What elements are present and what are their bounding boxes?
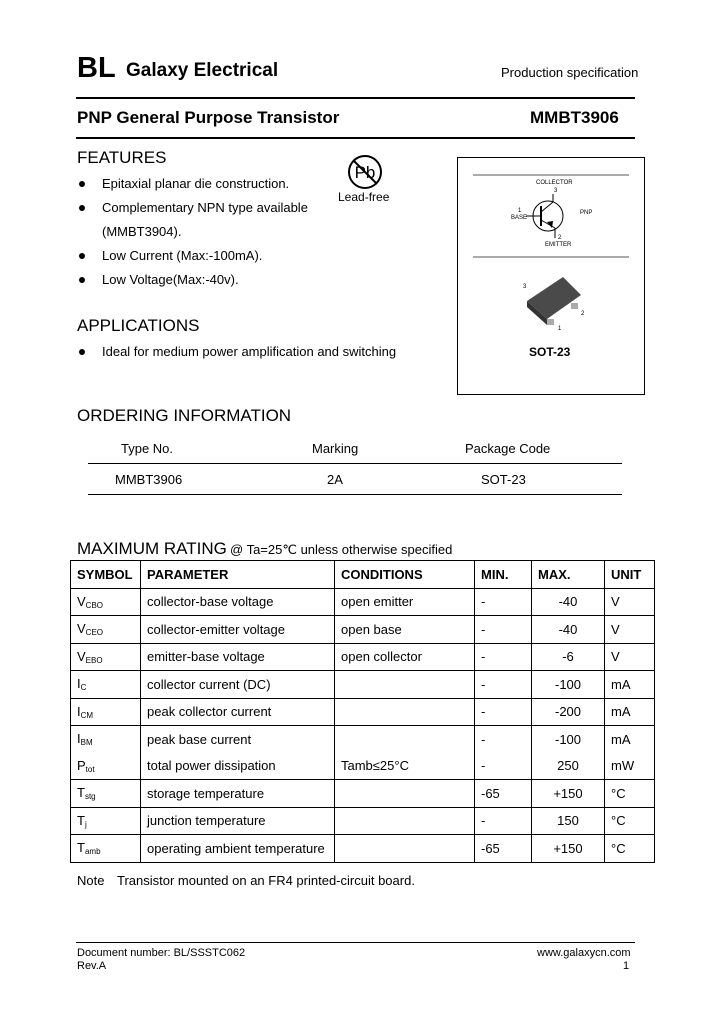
bullet [79, 205, 85, 211]
symbol-subscript: EBO [85, 655, 103, 665]
min-cell: - [475, 643, 532, 671]
min-cell: - [475, 726, 532, 753]
min-cell: - [475, 671, 532, 699]
max-cell: -6 [532, 643, 605, 671]
min-cell: - [475, 807, 532, 835]
cond-cell [335, 780, 475, 808]
symbol: I [77, 731, 81, 747]
symbol-subscript: CBO [85, 600, 104, 610]
pin2-label: 2 [558, 235, 562, 241]
max-cell: -100 [532, 671, 605, 699]
divider [76, 137, 635, 139]
table-header [71, 561, 655, 589]
unit-cell: V [605, 616, 655, 644]
symbol-cell [71, 835, 141, 863]
collector-label: COLLECTOR [536, 180, 573, 186]
max-cell: -100 [532, 726, 605, 753]
table-row [71, 698, 655, 726]
min-cell: -65 [475, 780, 532, 808]
header-max: MAX. [532, 561, 605, 589]
pkg-pin3: 3 [523, 284, 527, 290]
order-package: SOT-23 [481, 472, 526, 487]
table-row [71, 671, 655, 699]
cond-cell [335, 671, 475, 699]
pin1-label: 1 [518, 208, 522, 214]
header-conditions: CONDITIONS [335, 561, 475, 589]
header-min: MIN. [475, 561, 532, 589]
cond-cell: Tamb≤25°C [335, 753, 475, 780]
unit-cell: °C [605, 780, 655, 808]
symbol: V [77, 621, 86, 637]
col-package-code: Package Code [465, 441, 551, 456]
param-cell: emitter-base voltage [141, 643, 335, 671]
note-text: Transistor mounted on an FR4 printed-circuit board. [117, 873, 415, 888]
emitter-label: EMITTER [545, 242, 572, 248]
max-cell: -40 [532, 588, 605, 616]
symbol: P [77, 757, 86, 773]
table-row [71, 807, 655, 835]
divider [76, 942, 635, 943]
unit-cell: °C [605, 807, 655, 835]
param-cell: collector current (DC) [141, 671, 335, 699]
symbol-cell [71, 643, 141, 671]
table-row [71, 726, 655, 753]
lead-free-label: Lead-free [338, 190, 390, 204]
table-row [71, 588, 655, 616]
min-cell: -65 [475, 835, 532, 863]
param-cell: peak collector current [141, 698, 335, 726]
symbol: I [77, 676, 81, 692]
symbol-subscript: CM [80, 710, 94, 720]
symbol-cell [71, 753, 141, 780]
unit-cell: mW [605, 753, 655, 780]
min-cell: - [475, 616, 532, 644]
max-rating-table [70, 560, 655, 863]
revision: Rev.A [77, 960, 107, 972]
min-cell: - [475, 588, 532, 616]
divider [473, 174, 629, 176]
bullet [79, 181, 85, 187]
website[interactable]: www.galaxycn.com [537, 947, 631, 959]
spec-label: Production specification [501, 65, 639, 80]
package-name: SOT-23 [529, 345, 571, 359]
features-heading: FEATURES [77, 148, 167, 167]
max-cell: 250 [532, 753, 605, 780]
param-cell: operating ambient temperature [141, 835, 335, 863]
symbol-subscript: CEO [85, 628, 104, 638]
cond-cell [335, 807, 475, 835]
divider [473, 256, 629, 258]
cond-cell [335, 726, 475, 753]
table-row [71, 643, 655, 671]
unit-cell: V [605, 588, 655, 616]
symbol-subscript: BM [80, 738, 93, 748]
symbol-subscript: tot [85, 764, 95, 774]
header-parameter: PARAMETER [141, 561, 335, 589]
symbol: V [77, 593, 86, 609]
rating-heading: MAXIMUM RATING [77, 539, 227, 558]
max-cell: -200 [532, 698, 605, 726]
symbol: T [77, 812, 85, 828]
symbol-cell [71, 780, 141, 808]
max-cell: +150 [532, 780, 605, 808]
divider [88, 494, 622, 495]
feature-item: Complementary NPN type available [102, 200, 308, 215]
param-cell: collector-emitter voltage [141, 616, 335, 644]
divider [76, 97, 635, 99]
max-cell: 150 [532, 807, 605, 835]
note-label: Note [77, 873, 105, 888]
param-cell: collector-base voltage [141, 588, 335, 616]
symbol-cell [71, 698, 141, 726]
logo: BL [77, 52, 116, 84]
cond-cell [335, 698, 475, 726]
pnp-symbol-icon [523, 194, 573, 238]
type-label: PNP [580, 210, 593, 216]
bullet [79, 349, 85, 355]
feature-item: Low Voltage(Max:-40v). [102, 272, 239, 287]
symbol-cell [71, 616, 141, 644]
symbol-subscript: amb [84, 847, 101, 857]
max-cell: -40 [532, 616, 605, 644]
bullet [79, 277, 85, 283]
table-row [71, 835, 655, 863]
symbol-cell [71, 726, 141, 753]
table-row [71, 616, 655, 644]
product-title: PNP General Purpose Transistor [77, 108, 340, 127]
param-cell: storage temperature [141, 780, 335, 808]
symbol-cell [71, 671, 141, 699]
symbol: V [77, 648, 86, 664]
header-unit: UNIT [605, 561, 655, 589]
symbol-cell [71, 807, 141, 835]
cond-cell [335, 835, 475, 863]
symbol: I [77, 703, 81, 719]
rating-condition: @ Ta=25℃ unless otherwise specified [230, 542, 453, 557]
min-cell: - [475, 753, 532, 780]
col-type-no: Type No. [121, 441, 174, 456]
header-symbol: SYMBOL [71, 561, 141, 589]
min-cell: - [475, 698, 532, 726]
symbol: T [77, 840, 85, 856]
table-row [71, 753, 655, 780]
company-name: Galaxy Electrical [126, 60, 279, 81]
param-cell: junction temperature [141, 807, 335, 835]
symbol-subscript: j [84, 819, 87, 829]
cond-cell: open collector [335, 643, 475, 671]
unit-cell: mA [605, 698, 655, 726]
part-number: MMBT3906 [530, 108, 619, 127]
table-row [71, 780, 655, 808]
unit-cell: mA [605, 726, 655, 753]
feature-item: Low Current (Max:-100mA). [102, 248, 263, 263]
pin3-label: 3 [554, 188, 558, 194]
application-item: Ideal for medium power amplification and switching [102, 344, 397, 359]
lead-free-icon [345, 152, 385, 192]
unit-cell: V [605, 643, 655, 671]
feature-item: (MMBT3904). [102, 224, 182, 239]
unit-cell: mA [605, 671, 655, 699]
col-marking: Marking [312, 441, 359, 456]
cond-cell: open base [335, 616, 475, 644]
base-label: BASE [511, 215, 528, 221]
param-cell: peak base current [141, 726, 335, 753]
symbol: T [77, 785, 85, 801]
symbol-subscript: C [80, 683, 87, 693]
ordering-heading: ORDERING INFORMATION [77, 406, 292, 425]
symbol-subscript: stg [84, 792, 96, 802]
pb-text: Pb [354, 163, 376, 182]
sot23-package-icon [523, 273, 593, 333]
cond-cell: open emitter [335, 588, 475, 616]
page-number: 1 [623, 960, 630, 972]
symbol-cell [71, 588, 141, 616]
document-number: Document number: BL/SSSTC062 [77, 947, 246, 959]
unit-cell: °C [605, 835, 655, 863]
package-diagram-box [457, 157, 645, 395]
max-cell: +150 [532, 835, 605, 863]
pkg-pin2: 2 [581, 311, 585, 317]
order-type: MMBT3906 [115, 472, 183, 487]
bullet [79, 253, 85, 259]
applications-heading: APPLICATIONS [77, 316, 200, 335]
param-cell: total power dissipation [141, 753, 335, 780]
pkg-pin1: 1 [558, 326, 562, 332]
feature-item: Epitaxial planar die construction. [102, 176, 290, 191]
order-marking: 2A [327, 472, 343, 487]
divider [88, 463, 622, 464]
